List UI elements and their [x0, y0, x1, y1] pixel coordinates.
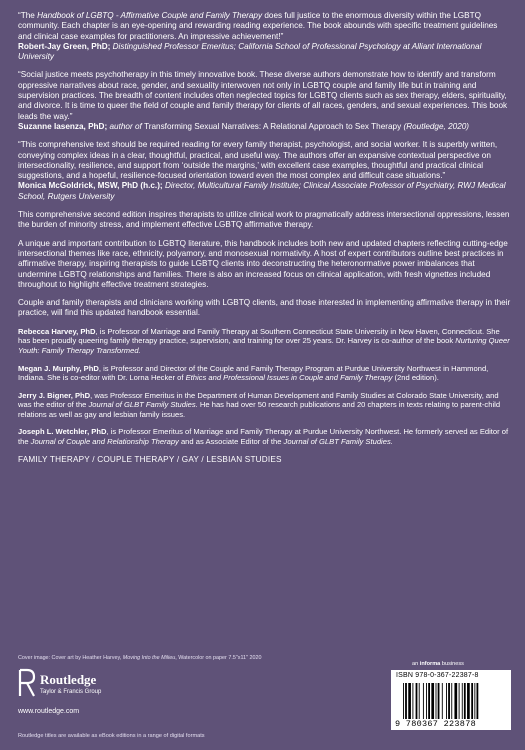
barcode-bar: [405, 683, 407, 719]
reviewer-name: Robert-Jay Green, PhD;: [18, 41, 111, 51]
routledge-r-icon: [18, 668, 36, 698]
barcode-bar: [403, 683, 404, 719]
author-bios-section: [18, 327, 511, 447]
barcode-bar: [462, 683, 463, 719]
description-paragraph: This comprehensive second edition inspires therapists to utilize clinical work to pragmatically address intersectional oppressions, lessen the burden of minority stress, and implement effective LGBTQ affirmative therapy.: [18, 210, 510, 230]
italic-text: Moving Into the Milieu: [122, 655, 176, 661]
barcode-bar: [464, 683, 466, 719]
author-name: Joseph L. Wetchler, PhD: [18, 427, 107, 437]
review-attribution: [18, 122, 511, 132]
barcode-bar: [436, 683, 437, 719]
text-segment: , Watercolor on paper 7.5"x11" 2020: [175, 655, 262, 661]
reviewer-name: Monica McGoldrick, MSW, PhD (h.c.);: [18, 181, 163, 191]
review-quote: [18, 11, 511, 42]
barcode-bar: [416, 683, 418, 719]
text-segment: does full justice to the enormous diversity within the LGBTQ community. Each chapter is an eye-opening and rewarding reading experience. The book abounds with specific treatment guidelines and clinical case examples for practitioners. An impressive achievement!”: [18, 11, 498, 41]
author-bio: [18, 427, 511, 446]
review-attribution: [18, 42, 511, 63]
italic-text: author of: [109, 121, 145, 131]
barcode-bar: [451, 683, 452, 719]
italic-text: Journal of GLBT Family Studies.: [88, 400, 198, 410]
barcode-bar: [448, 683, 450, 719]
barcode-bar: [412, 683, 413, 719]
text-segment: , is Professor and Director of the Couple and Family Therapy Program at Purdue University Northwest in Hammond, Indiana. She is co-editor with Dr. Lorna Hecker of: [18, 363, 489, 383]
isbn-label: ISBN 978-0-367-22387-8: [396, 672, 479, 679]
text-segment: Cover image: Cover art by Heather Harvey,: [18, 655, 123, 661]
author-name: Rebecca Harvey, PhD: [18, 326, 96, 336]
publisher-logo: [18, 668, 218, 708]
informa-business-label: an informa business: [412, 661, 464, 667]
italic-text: Handbook of LGBTQ - Affirmative Couple and Family Therapy: [37, 11, 263, 20]
author-name: Jerry J. Bigner, PhD: [18, 390, 91, 400]
barcode-digits: 9 780367 223878: [395, 719, 477, 729]
italic-text: Journal of GLBT Family Studies.: [283, 437, 393, 447]
reviewer-name: Suzanne Iasenza, PhD;: [18, 121, 108, 131]
text-segment: He has had over 50 research publications and 20 chapters in texts relating to parent-child relations as well as gay and lesbian family issues.: [18, 400, 501, 419]
description-section: [18, 210, 511, 319]
text-segment: , is Professor Emeritus of Marriage and Family Therapy at Purdue University Northwest. He formerly served as Editor of the: [18, 427, 509, 447]
barcode-bar: [459, 683, 460, 719]
author-name: Megan J. Murphy, PhD: [18, 363, 99, 373]
barcode-bar: [419, 683, 420, 719]
text-segment: “This comprehensive text should be required reading for every family therapist, psychologist, and social worker. It is superbly written, conveying complex ideas in a clear, thoughtful, practical, and useful way. The authors offer an expansive contextual perspective on intersectionality, resilience, and support from ‘outside the margins,’ with excellent case examples, thoughtful and practical clinical suggestions, and a hopeful, resilience-focused orientation toward even the most complex and difficult case situations.”: [18, 140, 498, 181]
barcode-bar: [423, 683, 424, 719]
barcode-bar: [431, 683, 434, 719]
reviews-section: [18, 11, 511, 202]
description-paragraph: Couple and family therapists and clinicians working with LGBTQ clients, and those interested in implementing affirmative therapy in their practice, will find this updated handbook essential.: [18, 298, 511, 318]
barcode-bar: [408, 683, 411, 719]
text-segment: , was Professor Emeritus in the Department of Human Development and Family Studies at Colorado State University, and was the editor of the: [18, 390, 499, 410]
back-cover-content: [18, 11, 511, 464]
author-bio: [18, 327, 511, 356]
description-paragraph: A unique and important contribution to LGBTQ literature, this handbook includes both new and updated chapters reflecting cutting-edge intersectional themes like race, ethnicity, polyamory, and monosexual normativity. A host of expert contributors outline best practices in affirmative therapy, inspiring therapists to guide LGBTQ clients into deconstructing the heteronormative power imbalances that undermine LGBTQ relationships and families. There is also an increased focus on clinical application, with fresh vignettes included throughout to highlight effective treatment strategies.: [18, 238, 508, 289]
italic-text: Journal of Couple and Relationship Therapy: [30, 437, 179, 447]
barcode-bar: [454, 683, 457, 719]
barcode-bar: [442, 683, 443, 719]
italic-text: Director, Multicultural Family Institute; Clinical Associate Professor of Psychiatry, RWJ Medical School, Rutgers University: [18, 181, 506, 201]
review-attribution: [18, 181, 511, 202]
author-bio: [18, 364, 511, 383]
barcode-bar: [428, 683, 430, 719]
barcode-icon: [403, 683, 503, 719]
publisher-group: Taylor & Francis Group: [40, 689, 102, 695]
barcode-bar: [438, 683, 440, 719]
ebook-note: Routledge titles are available as eBook editions in a range of digital formats: [18, 733, 205, 739]
publisher-website[interactable]: www.routledge.com: [18, 708, 80, 715]
text-segment: Transforming Sexual Narratives: A Relational Approach to Sex Therapy: [144, 121, 402, 131]
publisher-name: Routledge: [40, 672, 97, 687]
cover-image-credit: [18, 655, 261, 661]
italic-text: (Routledge, 2020): [401, 121, 470, 131]
barcode-bar: [471, 683, 473, 719]
subject-categories: FAMILY THERAPY / COUPLE THERAPY / GAY / LESBIAN STUDIES: [18, 454, 282, 464]
italic-text: Ethics and Professional Issues in Couple and Family Therapy: [185, 373, 393, 383]
barcode-bar: [477, 683, 479, 719]
text-segment: (2nd edition).: [392, 373, 439, 383]
barcode-bar: [426, 683, 427, 719]
text-segment: “Social justice meets psychotherapy in this timely innovative book. These diverse authors demonstrate how to identify and transform oppressive narratives about race, gender, and sexuality interwoven not only in LGBTQ couple and family life but in training and supervision practices. The breadth of content includes often neglected topics for LGBTQ clients such as sex therapy, elders, spirituality, and divorce. It is time to queer the field of couple and family therapy for clients of all races, genders, and sexual experiences. This book leads the way.”: [18, 70, 508, 121]
barcode-bar: [446, 683, 447, 719]
author-bio: [18, 391, 511, 420]
text-segment: , is Professor of Marriage and Family Therapy at Southern Connecticut State University in New Haven, Connecticut. She has been proudly queering family therapy practice, supervision, and training for over 25 years. Dr. Harvey is co-author of the book: [18, 326, 500, 346]
italic-text: Distinguished Professor Emeritus; California School of Professional Psychology at Alliant International University: [18, 41, 482, 62]
review-quote: [18, 140, 511, 181]
review-quote: [18, 70, 511, 121]
text-segment: “The: [18, 11, 38, 20]
barcode-bar: [474, 683, 475, 719]
text-segment: and as Associate Editor of the: [178, 437, 284, 447]
italic-text: Nurturing Queer Youth: Family Therapy Transformed.: [18, 336, 510, 355]
barcode-bar: [467, 683, 470, 719]
isbn-barcode-box: [391, 670, 511, 730]
